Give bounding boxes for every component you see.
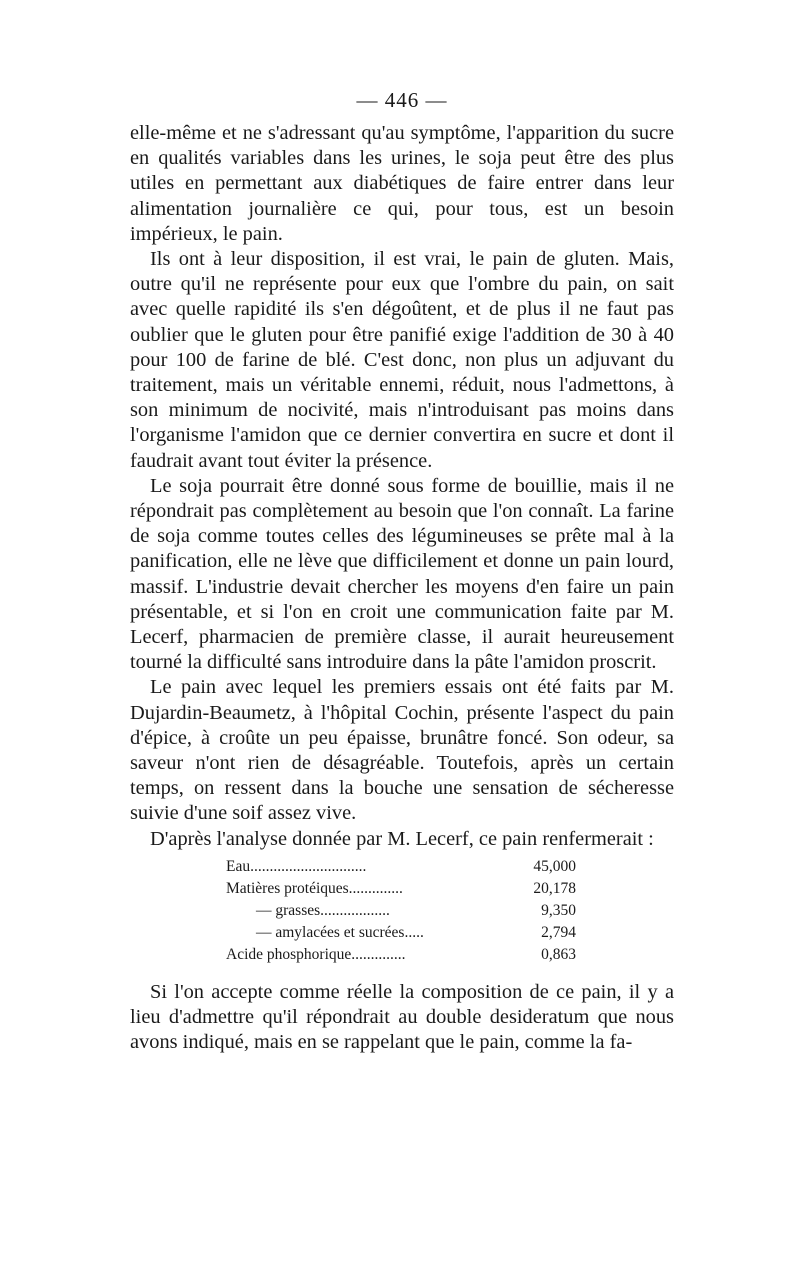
paragraph-5: D'après l'analyse donnée par M. Lecerf, ce pain renfermerait : <box>150 827 654 850</box>
table-row <box>226 900 576 922</box>
table-row <box>226 922 576 944</box>
table-row-value: 45,000 <box>533 857 576 875</box>
page-number: — 446 — <box>356 88 448 112</box>
table-row <box>226 878 576 900</box>
table-row <box>226 856 576 878</box>
table-row-label: Eau.............................. <box>226 857 367 875</box>
paragraph-2: Ils ont à leur disposition, il est vrai, le pain de gluten. Mais, outre qu'il ne représente pour eux que l'ombre du pain, on sait avec quelle rapidité ils s'en dégoûtent, et de plus il ne faut pas oublier que le gluten pour être panifié exige l'addition de 30 à 40 pour 100 de farine de blé. C'est donc, non plus un adjuvant du traitement, mais un véritable ennemi, réduit, nous l'admettons, à son minimum de nocivité, mais n'introduisant pas moins dans l'organisme l'amidon que ce dernier convertira en sucre et dont il faudrait avant tout éviter la présence. <box>130 248 674 472</box>
table-row-value: 0,863 <box>541 945 576 963</box>
paragraph-3: Le soja pourrait être donné sous forme de bouillie, mais il ne répondrait pas complètement au besoin que l'on connaît. La farine de soja comme toutes celles des légumineuses se prête mal à la panification, elle ne lève que difficilement et donne un pain lourd, massif. L'industrie devait chercher les moyens d'en faire un pain présentable, et si l'on en croit une communication faite par M. Lecerf, pharmacien de première classe, il aurait heureusement tourné la difficulté sans introduire dans la pâte l'amidon proscrit. <box>130 474 674 674</box>
table-row-label: — grasses.................. <box>256 901 390 919</box>
table-row-label: Matières protéiques.............. <box>226 879 403 897</box>
table-row-label: Acide phosphorique.............. <box>226 945 406 963</box>
table-row-label: — amylacées et sucrées..... <box>256 923 424 941</box>
table-row-value: 2,794 <box>541 923 576 941</box>
table-row-value: 20,178 <box>533 879 576 897</box>
table-row-value: 9,350 <box>541 901 576 919</box>
composition-table <box>226 856 576 966</box>
closing-paragraph: Si l'on accepte comme réelle la composition de ce pain, il y a lieu d'admettre qu'il répondrait au double desideratum que nous avons indiqué, mais en se rappelant que le pain, comme la fa- <box>130 980 674 1054</box>
table-row <box>226 944 576 966</box>
document-page <box>130 88 674 1056</box>
paragraph-4: Le pain avec lequel les premiers essais ont été faits par M. Dujardin-Beaumetz, à l'hôpital Cochin, présente l'aspect du pain d'épice, à croûte un peu épaisse, brunâtre foncé. Son odeur, sa saveur n'ont rien de désagréable. Toutefois, après un certain temps, on ressent dans la bouche une sensation de sécheresse suivie d'une soif assez vive. <box>130 676 674 825</box>
paragraph-1: elle-même et ne s'adressant qu'au symptôme, l'apparition du sucre en qualités variables dans les urines, le soja peut être des plus utiles en permettant aux diabétiques de faire entrer dans leur alimentation journalière ce qui, pour tous, est un besoin impérieux, le pain. <box>130 122 674 245</box>
